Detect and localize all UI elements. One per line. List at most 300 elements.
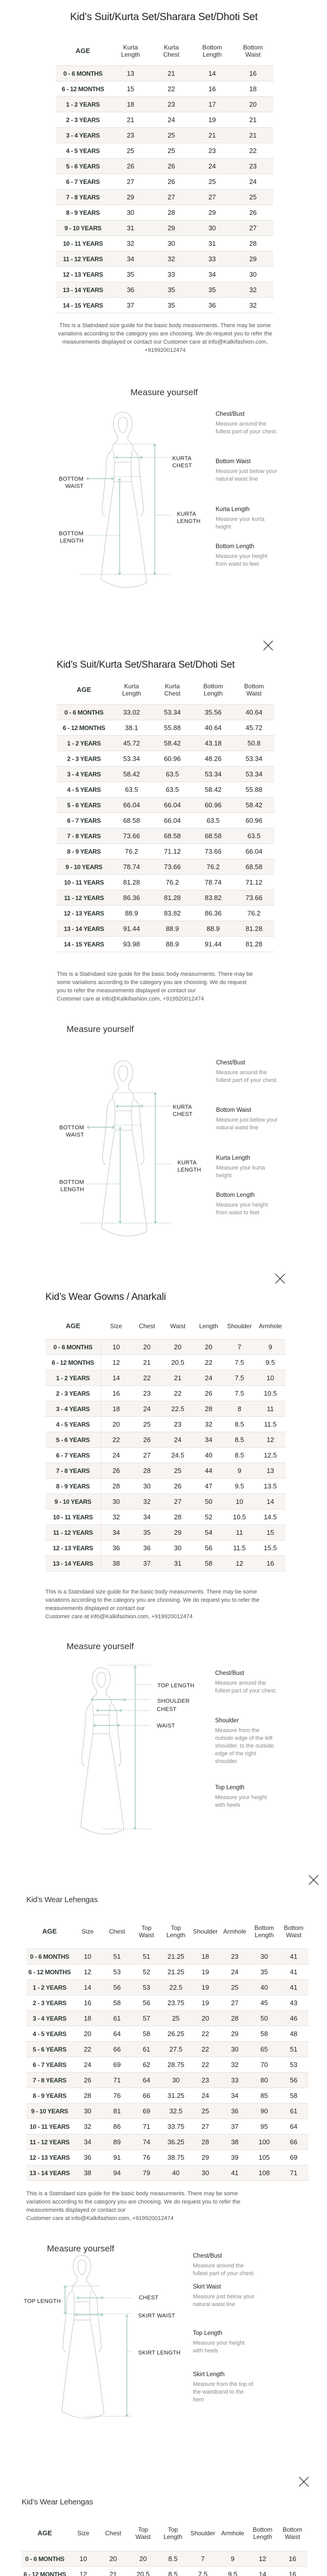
age-cell: 10 - 11 YEARS	[56, 236, 110, 251]
age-cell: 13 - 14 YEARS	[45, 1556, 101, 1571]
value-cell: 35	[250, 1964, 279, 1980]
measure-description-shoulder	[215, 1718, 277, 1766]
value-cell: 12	[248, 2551, 277, 2567]
girl-silhouette-icon	[102, 1061, 147, 1236]
value-cell: 86.36	[111, 890, 152, 906]
age-cell: 2 - 3 YEARS	[26, 1995, 73, 2011]
measure-label-bottom-length: BOTTOM LENGTH	[59, 1179, 84, 1193]
value-cell: 19	[191, 1980, 220, 1995]
age-cell: 11 - 12 YEARS	[26, 2134, 73, 2150]
value-cell: 65	[250, 2042, 279, 2057]
column-header-kurta-length: Kurta Length	[121, 43, 140, 58]
table-row	[45, 1540, 286, 1556]
table-row	[56, 174, 273, 190]
column-header-kurta-chest: Kurta Chest	[163, 43, 179, 58]
table-row	[57, 751, 274, 767]
description-heading: Skirt Length	[193, 2371, 225, 2378]
value-cell: 32	[110, 236, 151, 251]
value-cell: 25	[161, 2011, 191, 2026]
value-cell: 35	[110, 267, 151, 282]
value-cell: 53	[132, 1980, 161, 1995]
column-header-armhole: Armhole	[223, 1927, 247, 1935]
value-cell: 66.04	[111, 798, 152, 813]
description-heading: Chest/Bust	[193, 2253, 222, 2259]
value-cell: 20	[191, 2011, 220, 2026]
column-header-length: Length	[199, 1323, 218, 1330]
size-table	[56, 40, 273, 313]
value-cell: 26	[110, 159, 151, 174]
measure-label-skirt-waist: SKIRT WAIST	[138, 2313, 175, 2319]
value-cell: 18	[101, 1401, 132, 1417]
value-cell: 14	[255, 1494, 286, 1510]
table-row	[56, 267, 273, 282]
table-row	[45, 1510, 286, 1525]
age-cell: 6 - 12 MONTHS	[21, 2567, 69, 2576]
value-cell: 53.34	[234, 767, 274, 782]
value-cell: 63.5	[152, 767, 193, 782]
value-cell: 23	[220, 1949, 250, 1964]
value-cell: 11.5	[224, 1540, 255, 1556]
value-cell: 26	[151, 159, 192, 174]
column-header-waist: Waist	[170, 1323, 186, 1330]
value-cell: 40.64	[193, 720, 234, 736]
girl-silhouette-icon	[62, 2256, 104, 2418]
description-text: Measure your kurta height	[216, 516, 265, 530]
age-cell: 8 - 9 YEARS	[45, 1479, 101, 1494]
age-cell: 6 - 7 YEARS	[45, 1448, 101, 1463]
value-cell: 20.5	[162, 1355, 193, 1370]
value-cell: 22	[233, 143, 273, 159]
age-cell: 3 - 4 YEARS	[56, 128, 110, 143]
value-cell: 81.28	[234, 937, 274, 952]
description-text: Measure from the outside edge of the left shoulder, to the outside edge of the right shoulder.	[215, 1727, 274, 1765]
table-header-row	[45, 1317, 286, 1335]
column-header-age: AGE	[75, 46, 90, 55]
description-text: Measure your height with heels	[193, 2340, 245, 2354]
value-cell: 60.96	[193, 798, 234, 813]
value-cell: 21	[110, 112, 151, 128]
value-cell: 58	[279, 2088, 308, 2104]
table-row	[21, 2567, 307, 2576]
table-header	[21, 2520, 307, 2547]
value-cell: 21	[233, 128, 273, 143]
value-cell: 26	[151, 174, 192, 190]
value-cell: 10	[101, 1340, 132, 1355]
value-cell: 55.88	[234, 782, 274, 798]
table-row	[56, 128, 273, 143]
column-header-chest: Chest	[139, 1323, 155, 1330]
value-cell: 28	[73, 2088, 102, 2104]
age-cell: 6 - 7 YEARS	[26, 2057, 73, 2073]
table-row	[56, 159, 273, 174]
measure-label-kurta-length: KURTA LENGTH	[177, 511, 201, 524]
value-cell: 30	[161, 2073, 191, 2088]
value-cell: 21	[233, 112, 273, 128]
value-cell: 15.5	[255, 1540, 286, 1556]
column-header-chest: Chest	[109, 1927, 125, 1935]
value-cell: 88.9	[152, 921, 193, 937]
value-cell: 83.82	[152, 906, 193, 921]
value-cell: 19	[192, 112, 233, 128]
age-cell: 9 - 10 YEARS	[56, 221, 110, 236]
header-spacer	[57, 700, 274, 705]
age-cell: 9 - 10 YEARS	[57, 859, 111, 875]
value-cell: 60.96	[234, 813, 274, 828]
measure-label-waist: WAIST	[157, 1723, 175, 1729]
value-cell: 69	[132, 2104, 161, 2119]
value-cell: 28	[233, 236, 273, 251]
value-cell: 63.5	[193, 813, 234, 828]
description-heading: Skirt Waist	[193, 2284, 221, 2290]
table-row	[56, 112, 273, 128]
header-spacer	[56, 61, 273, 66]
table-row	[57, 906, 274, 921]
column-header-armhole: Armhole	[221, 2530, 244, 2537]
value-cell: 85	[250, 2088, 279, 2104]
age-cell: 3 - 4 YEARS	[26, 2011, 73, 2026]
value-cell: 18	[191, 1949, 220, 1964]
value-cell: 26	[101, 1463, 132, 1479]
value-cell: 29	[110, 190, 151, 205]
table-header	[45, 1317, 286, 1335]
measure-label-bottom-waist: BOTTOM WAIST	[58, 476, 84, 489]
value-cell: 64	[102, 2026, 132, 2042]
value-cell: 22	[132, 1370, 162, 1386]
value-cell: 9.5	[218, 2567, 248, 2576]
table-row	[57, 937, 274, 952]
value-cell: 58.42	[234, 798, 274, 813]
size-guide-note	[57, 970, 279, 1003]
value-cell: 25	[220, 1980, 250, 1995]
value-cell: 7.5	[224, 1370, 255, 1386]
measure-description-bottom-length	[216, 1192, 278, 1217]
table-row	[26, 2119, 308, 2134]
column-header-top-length: Top Length	[166, 1924, 186, 1939]
age-cell: 10 - 11 YEARS	[57, 875, 111, 890]
table-row	[56, 66, 273, 81]
column-header-kurta-length: Kurta Length	[122, 682, 141, 697]
age-cell: 12 - 13 YEARS	[26, 2150, 73, 2165]
table-row	[57, 828, 274, 844]
age-cell: 10 - 11 YEARS	[45, 1510, 101, 1525]
value-cell: 20	[98, 2551, 128, 2567]
value-cell: 24	[191, 2088, 220, 2104]
value-cell: 36.25	[161, 2134, 191, 2150]
table-row	[56, 221, 273, 236]
note-line: you to refer the measurements displayed or contact our	[57, 988, 196, 994]
value-cell: 57	[132, 2011, 161, 2026]
close-button[interactable]	[308, 1875, 319, 1885]
table-row	[57, 875, 274, 890]
value-cell: 81.28	[234, 921, 274, 937]
value-cell: 22	[191, 2057, 220, 2073]
description-text: Measure your height from waist to feet	[216, 553, 268, 567]
value-cell: 13	[110, 66, 151, 81]
description-heading: Chest/Bust	[215, 1670, 244, 1676]
column-header-bottom-waist: Bottom Waist	[243, 43, 263, 58]
value-cell: 91.44	[111, 921, 152, 937]
value-cell: 46	[279, 2011, 308, 2026]
close-button[interactable]	[263, 640, 273, 651]
value-cell: 14	[73, 1980, 102, 1995]
table-row	[57, 720, 274, 736]
body-measurement-illustration	[0, 409, 327, 579]
age-cell: 2 - 3 YEARS	[45, 1386, 101, 1401]
value-cell: 38.1	[111, 720, 152, 736]
description-text: Measure around the fullest part of your chest.	[193, 2263, 255, 2277]
value-cell: 17	[192, 97, 233, 112]
close-button[interactable]	[299, 2477, 309, 2487]
table-row	[45, 1432, 286, 1448]
value-cell: 9	[218, 2551, 248, 2567]
table-row	[57, 767, 274, 782]
age-cell: 7 - 8 YEARS	[26, 2073, 73, 2088]
value-cell: 36	[132, 1540, 162, 1556]
value-cell: 9	[224, 1463, 255, 1479]
value-cell: 38.75	[161, 2150, 191, 2165]
value-cell: 32	[132, 1494, 162, 1510]
table-row	[56, 81, 273, 97]
column-header-top-waist: Top Waist	[139, 1924, 154, 1939]
age-cell: 13 - 14 YEARS	[56, 282, 110, 298]
value-cell: 88.9	[152, 937, 193, 952]
value-cell: 35	[151, 282, 192, 298]
table-row	[57, 859, 274, 875]
value-cell: 10	[73, 1949, 102, 1964]
value-cell: 15	[110, 81, 151, 97]
value-cell: 34	[193, 1432, 224, 1448]
value-cell: 38	[73, 2165, 102, 2181]
close-button[interactable]	[275, 1274, 285, 1284]
value-cell: 24	[162, 1432, 193, 1448]
table-row	[56, 190, 273, 205]
value-cell: 30	[110, 205, 151, 221]
value-cell: 73.66	[152, 859, 193, 875]
value-cell: 23	[162, 1417, 193, 1432]
value-cell: 24	[193, 1370, 224, 1386]
value-cell: 31	[162, 1556, 193, 1571]
table-row	[45, 1556, 286, 1571]
value-cell: 48	[279, 2026, 308, 2042]
body-measurement-illustration	[0, 2253, 327, 2423]
value-cell: 100	[250, 2134, 279, 2150]
spacer	[45, 1335, 286, 1340]
value-cell: 12	[224, 1556, 255, 1571]
table-body	[57, 700, 274, 952]
value-cell: 45	[250, 1995, 279, 2011]
value-cell: 40	[250, 1980, 279, 1995]
column-header-bottom-length: Bottom Length	[202, 43, 222, 58]
age-cell: 7 - 8 YEARS	[56, 190, 110, 205]
value-cell: 16	[101, 1386, 132, 1401]
value-cell: 24	[192, 159, 233, 174]
value-cell: 32	[220, 2057, 250, 2073]
column-header-age: AGE	[66, 1322, 80, 1330]
value-cell: 83.82	[193, 890, 234, 906]
value-cell: 25	[192, 174, 233, 190]
value-cell: 11.5	[255, 1417, 286, 1432]
column-header-top-waist: Top Waist	[135, 2526, 151, 2540]
value-cell: 26.25	[161, 2026, 191, 2042]
table-row	[26, 2073, 308, 2088]
size-table	[57, 679, 274, 952]
description-heading: Chest/Bust	[216, 411, 245, 417]
age-cell: 7 - 8 YEARS	[45, 1463, 101, 1479]
value-cell: 34	[132, 1510, 162, 1525]
table-row	[56, 251, 273, 267]
value-cell: 8.5	[158, 2551, 188, 2567]
value-cell: 71	[279, 2165, 308, 2181]
value-cell: 74	[132, 2134, 161, 2150]
value-cell: 63.5	[152, 782, 193, 798]
value-cell: 91.44	[193, 937, 234, 952]
value-cell: 28	[101, 1479, 132, 1494]
value-cell: 31.25	[161, 2088, 191, 2104]
value-cell: 66.04	[152, 813, 193, 828]
value-cell: 53	[102, 1964, 132, 1980]
description-heading: Kurta Length	[216, 1155, 250, 1161]
value-cell: 8.5	[224, 1448, 255, 1463]
value-cell: 56	[132, 1995, 161, 2011]
value-cell: 30	[151, 236, 192, 251]
value-cell: 18	[110, 97, 151, 112]
value-cell: 66.04	[234, 844, 274, 859]
age-cell: 6 - 7 YEARS	[57, 813, 111, 828]
value-cell: 28	[193, 1401, 224, 1417]
value-cell: 31	[110, 221, 151, 236]
body-measurement-illustration	[1, 1057, 327, 1227]
column-header-age: AGE	[76, 685, 91, 693]
value-cell: 12	[73, 1964, 102, 1980]
age-cell: 6 - 12 MONTHS	[57, 720, 111, 736]
column-header-shoulder: Shoulder	[227, 1323, 252, 1330]
age-cell: 5 - 6 YEARS	[26, 2042, 73, 2057]
value-cell: 58	[193, 1556, 224, 1571]
description-text: Measure just below your natural waist line	[216, 468, 277, 482]
value-cell: 58.42	[111, 767, 152, 782]
value-cell: 68.58	[111, 813, 152, 828]
age-cell: 1 - 2 YEARS	[45, 1370, 101, 1386]
value-cell: 20	[233, 97, 273, 112]
measure-description-chest-bust	[216, 1060, 278, 1084]
value-cell: 88.9	[193, 921, 234, 937]
value-cell: 30	[233, 267, 273, 282]
value-cell: 22.5	[162, 1401, 193, 1417]
table-row	[57, 921, 274, 937]
value-cell: 23.75	[161, 1995, 191, 2011]
measure-description-chest-bust	[215, 1670, 277, 1695]
note-line: variations according to the category you are choosing. We do request you to refer the	[26, 2199, 240, 2205]
table-row	[26, 2104, 308, 2119]
age-cell: 8 - 9 YEARS	[56, 205, 110, 221]
value-cell: 16	[192, 81, 233, 97]
age-cell: 6 - 12 MONTHS	[26, 1964, 73, 1980]
value-cell: 34	[192, 267, 233, 282]
value-cell: 15	[255, 1525, 286, 1540]
value-cell: 34	[73, 2134, 102, 2150]
column-header-bottom-length: Bottom Length	[254, 1924, 274, 1939]
value-cell: 7.5	[188, 2567, 218, 2576]
value-cell: 16	[255, 1556, 286, 1571]
description-heading: Shoulder	[215, 1718, 239, 1724]
note-line: measurements displayed or contact our	[45, 1605, 145, 1612]
table-row	[57, 705, 274, 720]
value-cell: 29	[151, 221, 192, 236]
header-spacer	[21, 2547, 307, 2551]
description-heading: Bottom Waist	[216, 1107, 251, 1113]
age-cell: 0 - 6 MONTHS	[56, 66, 110, 81]
value-cell: 28.75	[161, 2057, 191, 2073]
value-cell: 76	[102, 2088, 132, 2104]
value-cell: 30	[101, 1494, 132, 1510]
value-cell: 53.34	[193, 767, 234, 782]
value-cell: 20	[193, 1340, 224, 1355]
value-cell: 28	[132, 1463, 162, 1479]
table-row	[57, 890, 274, 906]
value-cell: 20	[73, 2026, 102, 2042]
column-header-bottom-waist: Bottom Waist	[244, 682, 264, 697]
value-cell: 16	[277, 2567, 307, 2576]
value-cell: 21.25	[161, 1964, 191, 1980]
value-cell: 9.5	[255, 1355, 286, 1370]
value-cell: 71	[132, 2119, 161, 2134]
value-cell: 33.02	[111, 705, 152, 720]
value-cell: 26	[193, 1386, 224, 1401]
value-cell: 71	[102, 2073, 132, 2088]
measure-description-bottom-length	[216, 544, 277, 568]
value-cell: 12	[255, 1432, 286, 1448]
value-cell: 10	[224, 1494, 255, 1510]
value-cell: 53.34	[111, 751, 152, 767]
value-cell: 81.28	[111, 875, 152, 890]
value-cell: 24.5	[162, 1448, 193, 1463]
value-cell: 41	[279, 1980, 308, 1995]
value-cell: 23	[233, 159, 273, 174]
girl-silhouette-icon	[81, 1668, 124, 1834]
description-heading: Bottom Waist	[216, 459, 251, 465]
description-text: Measure your height with heels	[215, 1794, 267, 1808]
value-cell: 29	[162, 1525, 193, 1540]
table-row	[45, 1370, 286, 1386]
size-guide-note: This is a Statndaed size guide for the basic body measurments. There may be some variations according to the category you are choosing. We do request you to refer the measurements displayed or contact our Customer care at info@Kalkifashion.com, +919920012474	[58, 323, 272, 353]
value-cell: 16	[277, 2551, 307, 2567]
table-row	[45, 1448, 286, 1463]
value-cell: 33	[192, 251, 233, 267]
body-measurement-illustration	[0, 1665, 327, 1835]
value-cell: 43.18	[193, 736, 234, 751]
value-cell: 23	[132, 1386, 162, 1401]
value-cell: 80	[250, 2073, 279, 2088]
value-cell: 13.5	[255, 1479, 286, 1494]
value-cell: 66	[279, 2134, 308, 2150]
section-title: Kid’s Wear Gowns / Anarkali	[45, 1292, 166, 1302]
measure-label-bottom-waist: BOTTOM WAIST	[59, 1125, 84, 1138]
size-table	[45, 1317, 286, 1571]
value-cell: 21	[192, 128, 233, 143]
value-cell: 73.66	[111, 828, 152, 844]
value-cell: 27	[110, 174, 151, 190]
value-cell: 22	[191, 2026, 220, 2042]
value-cell: 108	[250, 2165, 279, 2181]
measure-label-top-length: TOP LENGTH	[24, 2298, 61, 2304]
column-header-size: Size	[81, 1927, 94, 1935]
value-cell: 27	[191, 2119, 220, 2134]
value-cell: 24	[220, 1964, 250, 1980]
value-cell: 18	[233, 81, 273, 97]
measure-label-kurta-chest: KURTA CHEST	[173, 1104, 193, 1117]
value-cell: 41	[279, 1964, 308, 1980]
value-cell: 37	[132, 1556, 162, 1571]
